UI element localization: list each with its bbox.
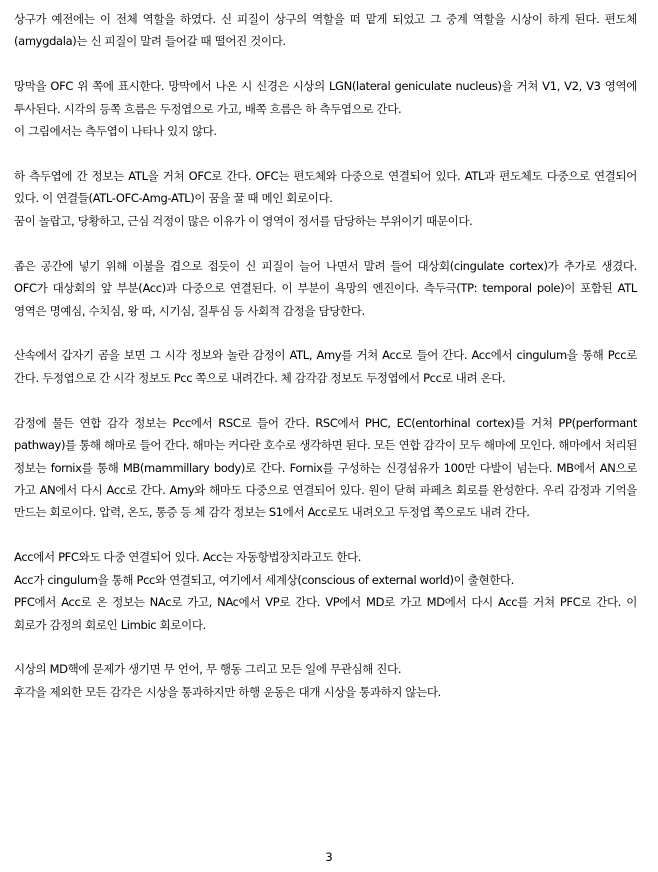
paragraph-3 bbox=[14, 165, 637, 232]
paragraph-1 bbox=[14, 8, 637, 53]
paragraph-4 bbox=[14, 255, 637, 322]
paragraph-line: 감정에 물든 연합 감각 정보는 Pcc에서 RSC로 들어 간다. RSC에서 PHC, EC(entorhinal cortex)를 거쳐 PP(performant pathway)를 통해 해마로 들어 간다. 해마는 커다란 호수로 생각하면 된다. 모든 연합 감각이 모두 해마에 모인다. 해마에서 처리된 정보는 fornix를 통해 MB(mammillary body)로 간다. Fornix를 구성하는 신경섬유가 100만 다발이 넘는다. MB에서 AN으로 가고 AN에서 다시 Acc로 간다. Amy와 해마도 다중으로 연결되어 있다. 원이 닫혀 파페츠 회로를 완성한다. 우리 감정과 기억을 만드는 회로이다. 압력, 온도, 통증 등 체 감각 정보는 S1에서 Acc로도 내려오고 두정엽 쪽으로도 내려 간다. bbox=[14, 415, 637, 520]
paragraph-5 bbox=[14, 344, 637, 389]
paragraph-line: 산속에서 갑자기 곰을 보면 그 시각 정보와 놀란 감정이 ATL, Amy를 거쳐 Acc로 들어 간다. Acc에서 cingulum을 통해 Pcc로 간다. 두정엽으로 간 시각 정보도 Pcc 쪽으로 내려간다. 체 감각감 정보도 두정엽에서 Pcc로 내려 온다. bbox=[14, 348, 637, 385]
paragraph-line: 하 측두엽에 간 정보는 ATL을 거쳐 OFC로 간다. OFC는 편도체와 다중으로 연결되어 있다. ATL과 편도체도 다중으로 연결되어 있다. 이 연결들(ATL-OFC-Amg-ATL)이 꿈을 꿀 때 메인 회로이다. bbox=[14, 169, 637, 206]
paragraph-line: Acc가 cingulum을 통해 Pcc와 연결되고, 여기에서 세계상(conscious of external world)이 출현한다. bbox=[14, 572, 515, 587]
paragraph-6 bbox=[14, 412, 637, 524]
paragraph-line: 꿈이 놀랍고, 당황하고, 근심 걱정이 많은 이유가 이 영역이 정서를 담당하는 부위이기 때문이다. bbox=[14, 213, 473, 228]
paragraph-line: 이 그림에서는 측두엽이 나타나 있지 않다. bbox=[14, 124, 217, 139]
paragraph-line: 상구가 예전에는 이 전체 역할을 하였다. 신 피질이 상구의 역할을 떠 맡게 되었고 그 중계 역할을 시상이 하게 된다. 편도체(amygdala)는 신 피질이 말려 들어갈 때 떨어진 것이다. bbox=[14, 12, 637, 49]
document-body bbox=[14, 8, 637, 726]
paragraph-line: 좁은 공간에 넣기 위해 이불을 겹으로 접듯이 신 피질이 늘어 나면서 말려 들어 대상회(cingulate cortex)가 추가로 생겼다. OFC가 대상회의 앞 부분(Acc)과 다중으로 연결된다. 이 부분이 욕망의 엔진이다. 측두극(TP: temporal pole)이 포함된 ATL 영역은 명예심, 수치심, 왕 따, 시기심, 질투심 등 사회적 감정을 담당한다. bbox=[14, 258, 637, 318]
paragraph-line: 망막을 OFC 위 쪽에 표시한다. 망막에서 나온 시 신경은 시상의 LGN(lateral geniculate nucleus)을 거쳐 V1, V2, V3 영역에 투사된다. 시각의 등쪽 흐름은 두정엽으로 가고, 배쪽 흐름은 하 측두엽으로 간다. bbox=[14, 79, 637, 116]
paragraph-line: Acc에서 PFC와도 다중 연결되어 있다. Acc는 자동항법장치라고도 한다. bbox=[14, 550, 362, 565]
paragraph-line: PFC에서 Acc로 온 정보는 NAc로 가고, NAc에서 VP로 간다. VP에서 MD로 가고 MD에서 다시 Acc를 거쳐 PFC로 간다. 이 회로가 감정의 회로인 Limbic 회로이다. bbox=[14, 595, 637, 632]
paragraph-2 bbox=[14, 75, 637, 142]
page-number: 3 bbox=[325, 850, 333, 864]
paragraph-line: 시상의 MD핵에 문제가 생기면 무 언어, 무 행동 그리고 모든 일에 무관심해 진다. bbox=[14, 662, 402, 677]
paragraph-8 bbox=[14, 658, 637, 703]
paragraph-7 bbox=[14, 546, 637, 636]
paragraph-line: 후각을 제외한 모든 감각은 시상을 통과하지만 하행 운동은 대개 시상을 통과하지 않는다. bbox=[14, 684, 441, 699]
